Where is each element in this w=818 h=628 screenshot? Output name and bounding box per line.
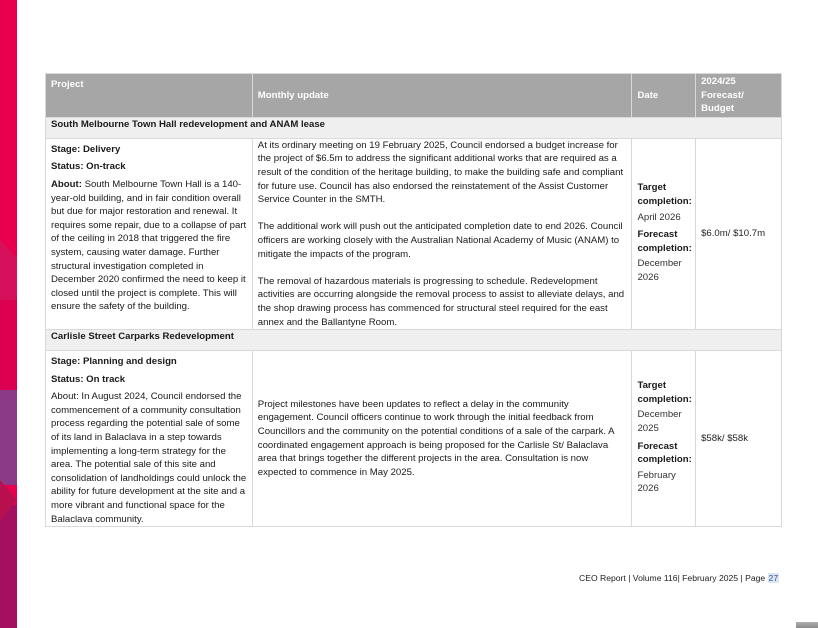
table-row: [46, 351, 782, 527]
table-row: [46, 138, 782, 329]
update-paragraph: The removal of hazardous materials is progressing to schedule. Redevelopment activities are occurring alongside the removal process to assist to alleviate delays, and the shop drawing process has commenced for structural steel required for the east annex and the Ballantyne Room.: [257, 275, 625, 328]
table-header-row: [46, 74, 782, 118]
target-completion-label: Target completion:: [637, 182, 692, 207]
forecast-completion-label: Forecast completion:: [637, 229, 692, 254]
target-completion-label: Target completion:: [637, 380, 692, 405]
update-paragraph: Project milestones have been updates to reflect a delay in the community engagement. Council officers continue to work through the initial feedback from Councillors and the community on the potential conditions of a sale of the carpark. A coordinated engagement approach is being proposed for the Carlisle St/ Balaclava area that brings together the different projects in the area. Consultation is now expected to commence in May 2025.: [257, 398, 615, 478]
decorative-side-band: [0, 0, 17, 628]
project-name: South Melbourne Town Hall redevelopment and ANAM lease: [46, 117, 782, 138]
about-label: About:: [51, 178, 82, 190]
monthly-update-cell: [252, 138, 632, 329]
side-band-segment: [0, 240, 17, 300]
project-section-row: [46, 117, 782, 138]
scroll-corner-indicator: [796, 622, 818, 628]
project-details-cell: [46, 351, 253, 527]
project-details-cell: [46, 138, 253, 329]
monthly-update-cell: [252, 351, 632, 527]
forecast-completion-value: December 2026: [637, 258, 682, 283]
side-band-segment: [0, 505, 17, 628]
side-band-segment: [0, 0, 17, 240]
project-status: Status: On-track: [51, 161, 126, 173]
side-band-segment: [0, 300, 17, 395]
project-section-row: [46, 330, 782, 351]
target-completion-value: December 2025: [637, 409, 682, 435]
page-number: 27: [768, 573, 779, 583]
header-budget-year: 2024/25: [701, 76, 736, 87]
date-cell: [632, 138, 696, 329]
project-about: About: In August 2024, Council endorsed the commencement of a community consultation process regarding the potential sale of some of its land in Balaclava in a step towards implementing a long-term strategy for the area. The potential sale of this site and consolidation of landholdings could unlock the ability for future development at the site and a more vibrant and functional space for the Balaclava community.: [51, 391, 247, 525]
forecast-completion-value: February 2026: [637, 469, 676, 495]
page-footer: [579, 573, 779, 583]
date-cell: [632, 351, 696, 527]
project-status-table: [45, 73, 782, 527]
project-stage: Stage: Delivery: [51, 143, 121, 155]
header-project: Project: [46, 74, 253, 118]
header-date: Date: [632, 74, 696, 118]
header-monthly-update: Monthly update: [252, 74, 632, 118]
project-about: [51, 178, 247, 314]
project-name: Carlisle Street Carparks Redevelopment: [46, 330, 782, 351]
update-paragraph: At its ordinary meeting on 19 February 2025, Council endorsed a budget increase for the project of $6.5m to address the significant additional works that are required as a result of the condition of the heritage building, to make the building safe and compliant for future use. Council has also endorsed the reinstatement of the Assist Customer Service Counter in the SMTH.: [257, 139, 624, 206]
update-paragraph: The additional work will push out the anticipated completion date to end 2026. Council officers are working closely with the Australian National Academy of Music (ANAM) to mitigate the impacts of the program.: [257, 221, 623, 260]
header-budget-label: Forecast/ Budget: [701, 89, 744, 115]
forecast-completion-label: Forecast completion:: [637, 440, 692, 466]
footer-text: CEO Report | Volume 116| February 2025 | Page: [579, 573, 768, 583]
budget-cell: $6.0m/ $10.7m: [696, 138, 782, 329]
project-stage: Stage: Planning and design: [51, 356, 177, 368]
project-status: Status: On track: [51, 373, 126, 385]
side-band-segment: [0, 390, 17, 485]
target-completion-value: April 2026: [637, 211, 681, 223]
header-budget: [696, 74, 782, 118]
budget-cell: $58k/ $58k: [696, 351, 782, 527]
about-text: South Melbourne Town Hall is a 140-year-old building, and in fair condition overall but due for major restoration and renewal. It requires some repair, due to a collapse of part of the ceiling in 2018 that triggered the fire system, causing water damage. Further structural investigation completed in December 2020 confirmed the need to keep it closed until the project is complete. This will ensure the safety of the building.: [51, 178, 247, 313]
